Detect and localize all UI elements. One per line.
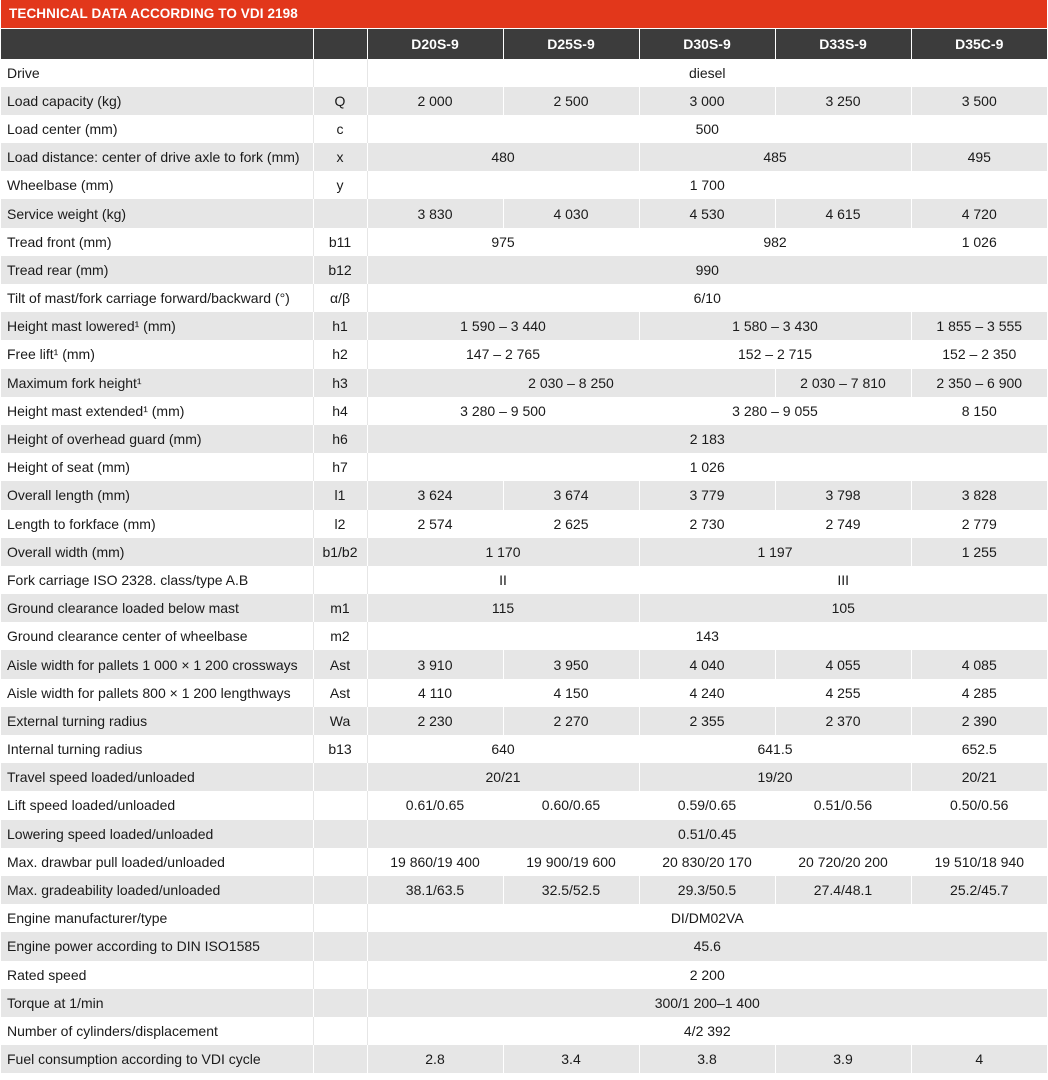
column-header: D20S-9 [367, 29, 503, 59]
row-label: Rated speed [1, 961, 313, 989]
value-cell: 4 615 [775, 199, 911, 227]
table-row [1, 904, 1047, 932]
value-cell: 4 240 [639, 679, 775, 707]
table-row [1, 566, 1047, 594]
value-cell: 3 779 [639, 481, 775, 509]
row-symbol: Ast [313, 679, 367, 707]
row-symbol: m2 [313, 622, 367, 650]
value-cell: 641.5 [639, 735, 911, 763]
row-symbol [313, 566, 367, 594]
row-label: Tread front (mm) [1, 228, 313, 256]
value-cell: 143 [367, 622, 1047, 650]
table-row [1, 397, 1047, 425]
row-symbol: b1/b2 [313, 538, 367, 566]
value-cell: 3.9 [775, 1045, 911, 1073]
row-symbol [313, 904, 367, 932]
row-symbol: Q [313, 87, 367, 115]
value-cell: 2 390 [911, 707, 1047, 735]
value-cell: 2 500 [503, 87, 639, 115]
row-label: Travel speed loaded/unloaded [1, 763, 313, 791]
row-label: Free lift¹ (mm) [1, 340, 313, 368]
table-row [1, 876, 1047, 904]
table-row [1, 256, 1047, 284]
value-cell: 1 700 [367, 171, 1047, 199]
row-symbol [313, 961, 367, 989]
row-label: Service weight (kg) [1, 199, 313, 227]
value-cell: 1 255 [911, 538, 1047, 566]
value-cell: 4 110 [367, 679, 503, 707]
row-label: Max. gradeability loaded/unloaded [1, 876, 313, 904]
table-row [1, 594, 1047, 622]
value-cell: 45.6 [367, 932, 1047, 960]
value-cell: 20 720/20 200 [775, 848, 911, 876]
column-header: D30S-9 [639, 29, 775, 59]
value-cell: 2 749 [775, 510, 911, 538]
row-symbol: b11 [313, 228, 367, 256]
row-label: Load distance: center of drive axle to fork (mm) [1, 143, 313, 171]
row-symbol: h7 [313, 453, 367, 481]
value-cell: 982 [639, 228, 911, 256]
row-label: Max. drawbar pull loaded/unloaded [1, 848, 313, 876]
table-row [1, 1045, 1047, 1073]
value-cell: 29.3/50.5 [639, 876, 775, 904]
value-cell: 25.2/45.7 [911, 876, 1047, 904]
row-label: Engine power according to DIN ISO1585 [1, 932, 313, 960]
table-row [1, 228, 1047, 256]
header-label-cell [1, 29, 313, 59]
table-row [1, 763, 1047, 791]
row-label: Ground clearance center of wheelbase [1, 622, 313, 650]
row-symbol: l2 [313, 510, 367, 538]
value-cell: 990 [367, 256, 1047, 284]
value-cell: 4 030 [503, 199, 639, 227]
row-label: Aisle width for pallets 800 × 1 200 lengthways [1, 679, 313, 707]
technical-data-table [1, 28, 1047, 1073]
value-cell: 480 [367, 143, 639, 171]
value-cell: 2 230 [367, 707, 503, 735]
row-label: Maximum fork height¹ [1, 369, 313, 397]
row-symbol [313, 876, 367, 904]
table-row [1, 87, 1047, 115]
row-symbol: α/β [313, 284, 367, 312]
value-cell: 1 855 – 3 555 [911, 312, 1047, 340]
row-symbol: h6 [313, 425, 367, 453]
row-symbol [313, 989, 367, 1017]
table-row [1, 284, 1047, 312]
value-cell: 300/1 200–1 400 [367, 989, 1047, 1017]
row-symbol: m1 [313, 594, 367, 622]
table-row [1, 848, 1047, 876]
table-row [1, 707, 1047, 735]
value-cell: II [367, 566, 639, 594]
value-cell: 2 183 [367, 425, 1047, 453]
value-cell: III [639, 566, 1047, 594]
table-row [1, 340, 1047, 368]
row-label: Fuel consumption according to VDI cycle [1, 1045, 313, 1073]
table-row [1, 115, 1047, 143]
row-label: Lift speed loaded/unloaded [1, 791, 313, 819]
value-cell: 2 030 – 8 250 [367, 369, 775, 397]
value-cell: 3 500 [911, 87, 1047, 115]
table-row [1, 425, 1047, 453]
value-cell: 4 150 [503, 679, 639, 707]
row-label: Length to forkface (mm) [1, 510, 313, 538]
value-cell: 3 280 – 9 055 [639, 397, 911, 425]
table-row [1, 932, 1047, 960]
value-cell: 0.51/0.56 [775, 791, 911, 819]
value-cell: 27.4/48.1 [775, 876, 911, 904]
value-cell: 0.61/0.65 [367, 791, 503, 819]
value-cell: 19 860/19 400 [367, 848, 503, 876]
value-cell: 495 [911, 143, 1047, 171]
value-cell: 3 950 [503, 650, 639, 678]
column-header: D25S-9 [503, 29, 639, 59]
table-row [1, 538, 1047, 566]
value-cell: 2 730 [639, 510, 775, 538]
technical-data-sheet [1, 0, 1047, 1073]
value-cell: 105 [639, 594, 1047, 622]
header-symbol-cell [313, 29, 367, 59]
value-cell: 485 [639, 143, 911, 171]
row-label: Overall length (mm) [1, 481, 313, 509]
value-cell: 640 [367, 735, 639, 763]
row-label: Load center (mm) [1, 115, 313, 143]
row-label: Number of cylinders/displacement [1, 1017, 313, 1045]
value-cell: 8 150 [911, 397, 1047, 425]
value-cell: 152 – 2 350 [911, 340, 1047, 368]
value-cell: diesel [367, 59, 1047, 87]
row-label: External turning radius [1, 707, 313, 735]
row-symbol: h4 [313, 397, 367, 425]
row-label: Ground clearance loaded below mast [1, 594, 313, 622]
value-cell: 2.8 [367, 1045, 503, 1073]
value-cell: 2 000 [367, 87, 503, 115]
row-label: Tread rear (mm) [1, 256, 313, 284]
row-symbol [313, 848, 367, 876]
table-row [1, 622, 1047, 650]
value-cell: 152 – 2 715 [639, 340, 911, 368]
header-row [1, 29, 1047, 59]
value-cell: 115 [367, 594, 639, 622]
value-cell: 19 900/19 600 [503, 848, 639, 876]
value-cell: 3 000 [639, 87, 775, 115]
value-cell: 4 720 [911, 199, 1047, 227]
value-cell: 20/21 [367, 763, 639, 791]
value-cell: 3 828 [911, 481, 1047, 509]
value-cell: 2 030 – 7 810 [775, 369, 911, 397]
table-row [1, 510, 1047, 538]
value-cell: 3 624 [367, 481, 503, 509]
value-cell: 147 – 2 765 [367, 340, 639, 368]
column-header: D35C-9 [911, 29, 1047, 59]
row-symbol [313, 59, 367, 87]
table-row [1, 735, 1047, 763]
row-label: Height of seat (mm) [1, 453, 313, 481]
value-cell: 2 625 [503, 510, 639, 538]
value-cell: 4 285 [911, 679, 1047, 707]
row-symbol [313, 1045, 367, 1073]
value-cell: 2 270 [503, 707, 639, 735]
value-cell: 500 [367, 115, 1047, 143]
value-cell: 2 779 [911, 510, 1047, 538]
table-row [1, 989, 1047, 1017]
value-cell: 4 255 [775, 679, 911, 707]
value-cell: 19 510/18 940 [911, 848, 1047, 876]
value-cell: 19/20 [639, 763, 911, 791]
value-cell: 0.60/0.65 [503, 791, 639, 819]
value-cell: 3.4 [503, 1045, 639, 1073]
row-symbol [313, 791, 367, 819]
value-cell: 2 574 [367, 510, 503, 538]
row-symbol: h1 [313, 312, 367, 340]
table-row [1, 481, 1047, 509]
value-cell: 3 830 [367, 199, 503, 227]
row-label: Height mast lowered¹ (mm) [1, 312, 313, 340]
value-cell: 4 530 [639, 199, 775, 227]
row-symbol: x [313, 143, 367, 171]
value-cell: 3 250 [775, 87, 911, 115]
value-cell: 1 170 [367, 538, 639, 566]
value-cell: 2 200 [367, 961, 1047, 989]
row-symbol: h3 [313, 369, 367, 397]
row-symbol: b12 [313, 256, 367, 284]
value-cell: 4 085 [911, 650, 1047, 678]
value-cell: 652.5 [911, 735, 1047, 763]
value-cell: 38.1/63.5 [367, 876, 503, 904]
row-symbol: Wa [313, 707, 367, 735]
row-symbol [313, 199, 367, 227]
row-label: Aisle width for pallets 1 000 × 1 200 crossways [1, 650, 313, 678]
table-row [1, 143, 1047, 171]
value-cell: 3.8 [639, 1045, 775, 1073]
value-cell: 20 830/20 170 [639, 848, 775, 876]
table-row [1, 791, 1047, 819]
value-cell: 4 055 [775, 650, 911, 678]
table-row [1, 1017, 1047, 1045]
row-symbol [313, 1017, 367, 1045]
row-label: Height of overhead guard (mm) [1, 425, 313, 453]
value-cell: 975 [367, 228, 639, 256]
value-cell: 4 040 [639, 650, 775, 678]
value-cell: 3 280 – 9 500 [367, 397, 639, 425]
row-label: Torque at 1/min [1, 989, 313, 1017]
row-label: Engine manufacturer/type [1, 904, 313, 932]
value-cell: 1 197 [639, 538, 911, 566]
row-symbol: b13 [313, 735, 367, 763]
row-label: Internal turning radius [1, 735, 313, 763]
row-symbol: l1 [313, 481, 367, 509]
value-cell: 2 350 – 6 900 [911, 369, 1047, 397]
table-body [1, 59, 1047, 1074]
value-cell: 3 910 [367, 650, 503, 678]
table-row [1, 820, 1047, 848]
column-header: D33S-9 [775, 29, 911, 59]
value-cell: 2 370 [775, 707, 911, 735]
row-symbol: h2 [313, 340, 367, 368]
value-cell: 20/21 [911, 763, 1047, 791]
value-cell: 3 674 [503, 481, 639, 509]
value-cell: 2 355 [639, 707, 775, 735]
table-row [1, 369, 1047, 397]
value-cell: DI/DM02VA [367, 904, 1047, 932]
value-cell: 0.59/0.65 [639, 791, 775, 819]
table-row [1, 171, 1047, 199]
table-title: TECHNICAL DATA ACCORDING TO VDI 2198 [1, 0, 1047, 28]
row-label: Drive [1, 59, 313, 87]
table-row [1, 199, 1047, 227]
row-label: Tilt of mast/fork carriage forward/backward (°) [1, 284, 313, 312]
value-cell: 1 590 – 3 440 [367, 312, 639, 340]
value-cell: 1 026 [911, 228, 1047, 256]
value-cell: 4 [911, 1045, 1047, 1073]
table-row [1, 961, 1047, 989]
value-cell: 4/2 392 [367, 1017, 1047, 1045]
row-label: Height mast extended¹ (mm) [1, 397, 313, 425]
row-label: Load capacity (kg) [1, 87, 313, 115]
row-label: Fork carriage ISO 2328. class/type A.B [1, 566, 313, 594]
value-cell: 0.51/0.45 [367, 820, 1047, 848]
value-cell: 3 798 [775, 481, 911, 509]
row-symbol [313, 820, 367, 848]
table-row [1, 453, 1047, 481]
value-cell: 32.5/52.5 [503, 876, 639, 904]
row-symbol: c [313, 115, 367, 143]
table-row [1, 679, 1047, 707]
row-symbol: Ast [313, 650, 367, 678]
row-label: Wheelbase (mm) [1, 171, 313, 199]
table-row [1, 650, 1047, 678]
row-label: Overall width (mm) [1, 538, 313, 566]
table-row [1, 59, 1047, 87]
row-label: Lowering speed loaded/unloaded [1, 820, 313, 848]
row-symbol: y [313, 171, 367, 199]
value-cell: 1 026 [367, 453, 1047, 481]
value-cell: 1 580 – 3 430 [639, 312, 911, 340]
row-symbol [313, 932, 367, 960]
table-row [1, 312, 1047, 340]
value-cell: 6/10 [367, 284, 1047, 312]
value-cell: 0.50/0.56 [911, 791, 1047, 819]
row-symbol [313, 763, 367, 791]
